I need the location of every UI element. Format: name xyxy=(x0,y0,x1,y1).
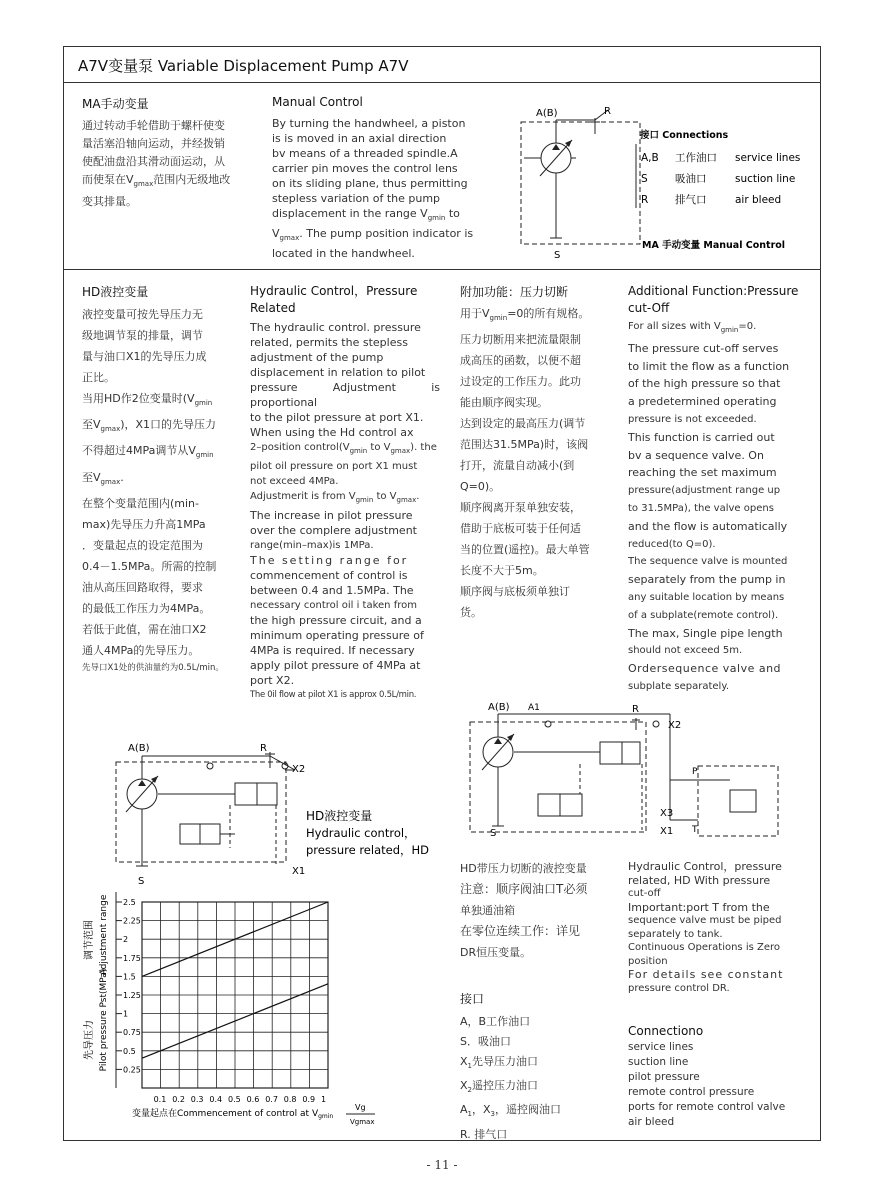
svg-text:S: S xyxy=(641,173,648,185)
ma-cn-heading: MA手动变量 xyxy=(82,97,149,111)
hd-en-heading: Hydraulic Control，Pressure Related xyxy=(250,284,418,315)
svg-text:P: P xyxy=(692,767,698,777)
x-frac-num: Vg xyxy=(355,1103,366,1112)
x-tick-label: 1 xyxy=(321,1095,327,1104)
y-label-bottom-cn: 先导压力 xyxy=(84,1020,95,1060)
x-label: 变量起点在Commencement of control at $V_{gmin}$ xyxy=(132,1109,334,1120)
svg-text:接口 Connections: 接口 Connections xyxy=(640,130,729,141)
hdcut-cn-text: HD带压力切断的液控变量 注意：顺序阀油口T必须 单独通油箱 在零位连续工作：详见 DR恒压变量。 xyxy=(460,862,588,959)
svg-text:Hydraulic control，: Hydraulic control， xyxy=(306,826,416,840)
svg-text:A,B: A,B xyxy=(641,152,659,164)
x-tick-label: 0.4 xyxy=(209,1095,223,1104)
svg-text:R: R xyxy=(632,704,639,715)
x-tick-label: 0.6 xyxy=(246,1095,260,1104)
svg-text:X2: X2 xyxy=(292,764,306,775)
svg-text:工作油口: 工作油口 xyxy=(675,152,717,164)
y-tick-label: 1.25 xyxy=(123,991,141,1000)
ma-en-heading: Manual Control xyxy=(272,95,363,109)
svg-text:A(B): A(B) xyxy=(488,702,510,713)
y-tick-label: 2 xyxy=(123,935,129,945)
svg-text:X1: X1 xyxy=(660,826,674,837)
y-tick-label: 2.25 xyxy=(123,916,141,926)
svg-text:pressure related，HD: pressure related，HD xyxy=(306,843,430,857)
ma-en-text: By turning the handwheel, a piston is is moved in an axial direction bv means of a threaded spindle.A carrier pin moves the control lens on its sliding plane, thus permitting stepless variation of the pump displacement in the range $V_{gmin}$ to $V_{gmax}$. The pump position indicator is located in the handwheel. xyxy=(272,117,474,261)
y-tick-label: 1.75 xyxy=(123,953,141,963)
ports-en-heading: Connectiono xyxy=(628,1024,704,1038)
cutoff-en-heading: Additional Function:Pressure cut-Off xyxy=(628,284,799,315)
y-tick-label: 2.5 xyxy=(123,898,136,907)
hd-cn-heading: HD液控变量 xyxy=(82,285,149,299)
svg-text:HD液控变量: HD液控变量 xyxy=(306,809,373,823)
svg-text:A(B): A(B) xyxy=(128,743,150,754)
x-tick-label: 0.1 xyxy=(153,1095,167,1104)
ports-cn-list: A，B工作油口 S．吸油口 $X_1$先导压力油口 $X_2$遥控压力油口 $A_1$，$X_3$，遥控阀油口 R. 排气口 xyxy=(460,1015,562,1141)
section-divider xyxy=(64,269,820,270)
cutoff-hydraulic-diagram xyxy=(460,700,790,850)
cutoff-cn-heading: 附加功能：压力切断 xyxy=(460,285,569,299)
y-tick-label: 1.5 xyxy=(123,972,136,982)
pilot-pressure-chart xyxy=(70,880,390,1138)
x-tick-label: 0.7 xyxy=(265,1095,278,1104)
x-tick-label: 0.3 xyxy=(190,1095,204,1104)
svg-text:X2: X2 xyxy=(668,720,682,731)
svg-text:S: S xyxy=(554,250,561,260)
page-number: - 11 - xyxy=(426,1158,458,1172)
y-tick-label: 0.75 xyxy=(123,1028,141,1038)
x-tick-label: 0.8 xyxy=(283,1095,297,1104)
svg-text:排气口: 排气口 xyxy=(675,194,707,206)
hd-en-text: The hydraulic control. pressure related, permits the stepless adjustment of the pump displacement in relation to pilot pressure Adjustment is proportional to the pilot pressure at port X1. When using the Hd control ax 2–position $control(V_{gmin}$ to $V_{gmax}$). the pilot oil pressure on port X1 must not exceed 4MPa. Adjustmerit is from $V_{gmin}$ to $V_{gmax}$. The increase in pilot pressure over the complere adjustment range(min–max)is 1MPa. The setting range for commencement of control is between 0.4 and 1.5MPa. The necessary control oil i taken from the high pressure circuit, and a minimum operating pressure of 4MPa is required. If necessary apply pilot pressure of 4MPa at port X2. The 0il flow at pilot X1 is approx 0.5L/min. xyxy=(250,321,440,700)
y-tick-label: 0.5 xyxy=(123,1046,136,1056)
ports-en-list: service lines suction line pilot pressure remote control pressure ports for remote control valve air bleed xyxy=(628,1041,786,1128)
y-label-top-en: Adjustment range xyxy=(99,894,109,976)
svg-text:A1: A1 xyxy=(528,703,540,713)
svg-text:S: S xyxy=(138,876,145,887)
svg-text:X3: X3 xyxy=(660,808,674,819)
svg-text:吸油口: 吸油口 xyxy=(675,173,707,185)
svg-text:R: R xyxy=(641,194,649,206)
x-frac-den: Vgmax xyxy=(350,1118,375,1126)
ports-cn-heading: 接口 xyxy=(460,992,485,1006)
cutoff-en-text: For all sizes with $V_{gmin}=0$. The pressure cut-off serves to limit the flow as a function of the high pressure so that a predetermined operating pressure is not exceeded. This function is carried out bv a sequence valve. On reaching the set maximum pressure(adjustment range up to 31.5MPa), the valve opens and the flow is automatically reduced(to Q=0). The sequence valve is mounted separately from the pump in any suitable location by means of a subplate(remote control). The max, Single pipe length should not exceed 5m. Ordersequence valve and subplate separately. xyxy=(628,321,790,692)
svg-text:X1: X1 xyxy=(292,866,306,877)
cutoff-cn-text: 用于$V_{gmin}=0$的所有规格。 压力切断用来把流量限制 成高压的函数，以便不超 过设定的工作压力。此功 能由顺序阀实现。 达到设定的最高压力(调节 范围达31.5MPa)时，该阀 打开，流量自动减小(到 Q=0)。 顺序阀离开泵单独安装， 借助于底板可装于任何适 当的位置(遥控)。最大单管 长度不大于5m。 顺序阀与底板须单独订 货。 xyxy=(460,307,590,620)
y-tick-label: 0.25 xyxy=(123,1065,141,1075)
ma-cn-text: 通过转动手轮借助于螺杆使变 量活塞沿轴向运动，并经拨销 使配油盘沿其滑动面运动，从 而使泵在$V_{gmax}$范围内无级地改 变其排量。 xyxy=(82,119,231,209)
x-tick-label: 0.9 xyxy=(302,1095,316,1104)
svg-text:R: R xyxy=(604,106,611,117)
svg-text:R: R xyxy=(260,743,267,754)
y-tick-label: 1 xyxy=(123,1009,129,1019)
svg-text:service lines: service lines xyxy=(735,152,801,164)
svg-text:MA 手动变量 Manual Control: MA 手动变量 Manual Control xyxy=(642,240,786,251)
y-label-top-cn: 调节范围 xyxy=(84,920,95,960)
title-row xyxy=(64,47,820,83)
x-tick-label: 0.5 xyxy=(228,1095,241,1104)
x-tick-label: 0.2 xyxy=(172,1095,185,1104)
svg-text:T: T xyxy=(692,825,698,835)
hdcut-en-text: Hydraulic Control，pressure related, HD With pressure cut-off Important:port T from the sequence valve must be piped separately to tank. Continuous Operations is Zero position For details see constant pressure control DR. xyxy=(628,860,784,994)
hd-cn-text: 液控变量可按先导压力无 级地调节泵的排量，调节 量与油口X1的先导压力成 正比。 当用HD作2位变量时($V_{gmin}$ 至$V_{gmax}$)，X1口的先导压力 不得超过4MPa调节从$V_{gmin}$ 至$V_{gmax}$. 在整个变量范围内(min- max)先导压力升高1MPa ．变量起点的设定范围为 0.4－1.5MPa。所需的控制 油从高压回路取得，要求 的最低工作压力为4MPa。 若低于此值，需在油口X2 通人4MPa的先导压力。 先导口X1处的供油量约为0.5L/min。 xyxy=(82,308,224,673)
svg-text:S: S xyxy=(490,828,497,839)
ma-hydraulic-diagram xyxy=(510,100,820,260)
svg-text:A(B): A(B) xyxy=(536,108,558,119)
hd-hydraulic-diagram xyxy=(100,738,440,888)
y-label-bottom-en: Pilot pressure Pst(MPa) xyxy=(99,968,109,1072)
svg-text:air bleed: air bleed xyxy=(735,194,782,206)
page-title: A7V变量泵 Variable Displacement Pump A7V xyxy=(78,57,409,75)
svg-text:suction line: suction line xyxy=(735,173,796,185)
